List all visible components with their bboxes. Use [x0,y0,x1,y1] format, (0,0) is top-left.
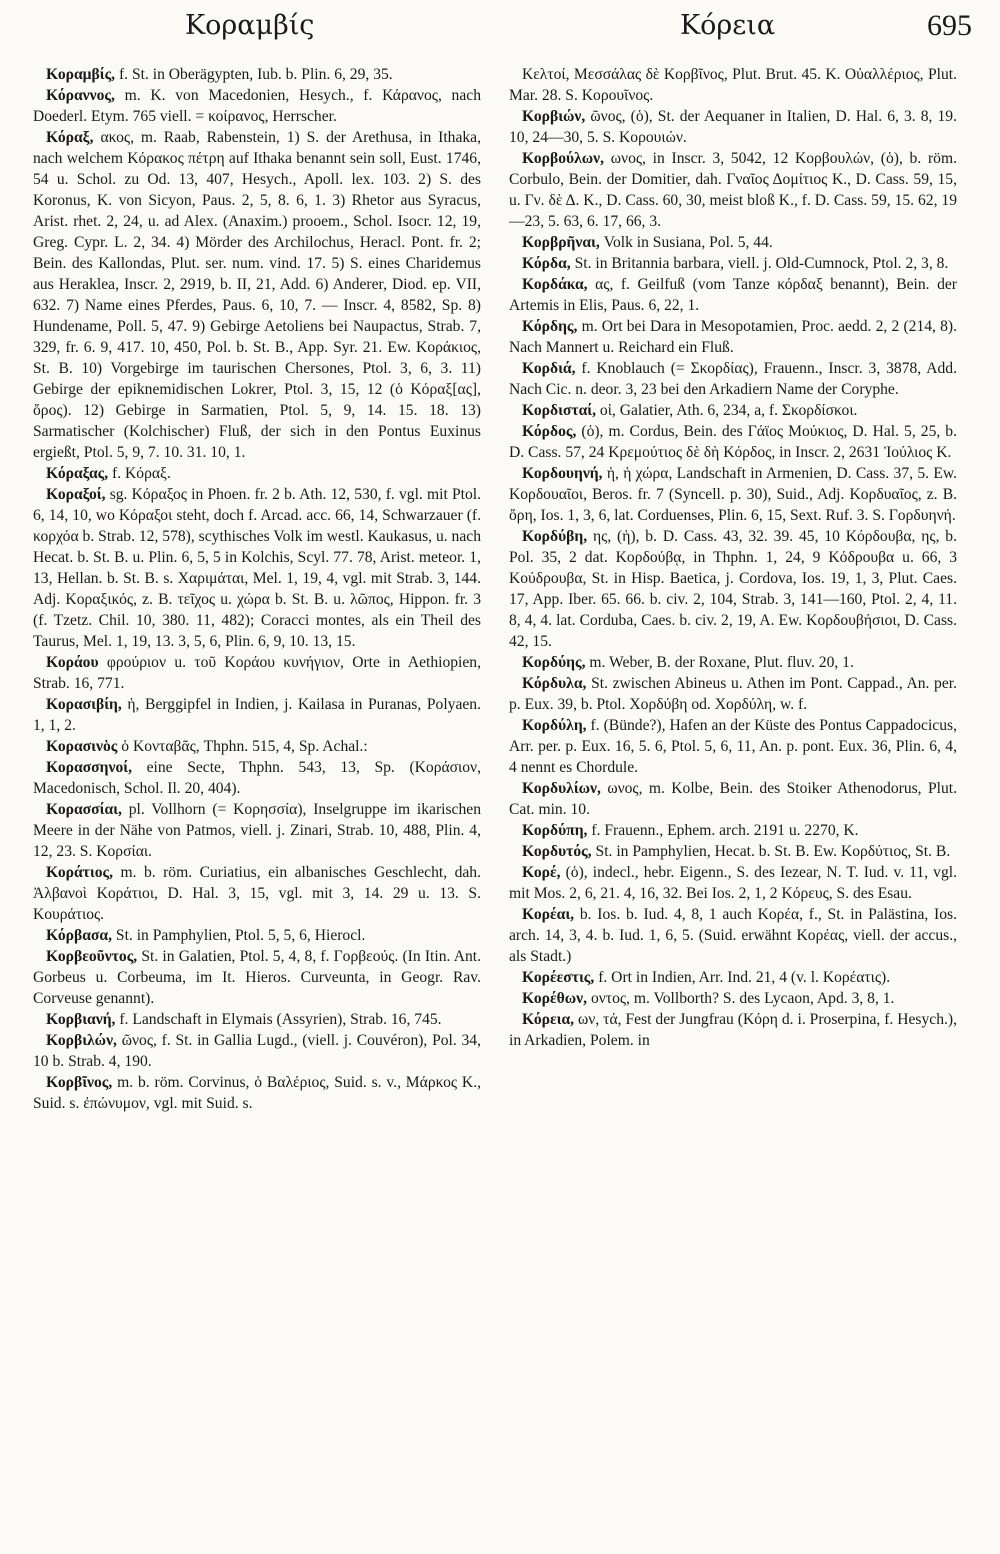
entry-headword: Κόρδος, [522,423,577,440]
entry-text: Κελτοί, Μεσσάλας δὲ Κορβῖνος, Plut. Brut. 45. K. Οὐαλλέριος, Plut. Mar. 28. S. Κορουῖνος. [509,66,957,104]
entry-text: eine Secte, Thphn. 543, 13, Sp. (Κοράσιον, Macedonisch, Schol. Il. 20, 404). [33,759,481,797]
entry-text: Volk in Susiana, Pol. 5, 44. [603,234,773,251]
entry-text: ἡ, ἡ χώρα, Landschaft in Armenien, D. Cass. 37, 5. Ew. Κορδουαῖοι, Beros. fr. 7 (Syncell. p. 30), Suid., Adj. Κορδυαῖος, z. B. ὄρη, Ios. 1, 3, 6, lat. Corduenses, Plin. 6, 15, Sext. Ruf. 3. S. Γορδυηνή. [509,465,957,524]
dictionary-entry [509,778,957,820]
entry-headword: Κορβεοῦντος, [46,948,138,965]
entry-text: ωνος, m. Kolbe, Bein. des Stoiker Athenodorus, Plut. Cat. min. 10. [509,780,957,818]
entry-text: (ὁ), indecl., hebr. Eigenn., S. des Iezear, N. T. Iud. v. 11, vgl. mit Mos. 2, 6, 21. 4, 16, 32. Bei Ios. 2, 1, 2 Κόρευς, S. des Esau. [509,864,957,902]
entry-headword: Κορέ, [522,864,561,881]
entry-text: m. K. von Macedonien, Hesych., f. Κάρανος, nach Doederl. Etym. 765 viell. = κοίρανος, Herrscher. [33,87,481,125]
entry-text: sg. Κόραξος in Phoen. fr. 2 b. Ath. 12, 530, f. vgl. mit Ptol. 6, 14, 10, wo Κόραξοι steht, doch f. Arcad. acc. 66, 14, Schwarzauer (f. κορχόα b. Strab. 12, 578), scythisches Volk im westl. Kaukasus, u. nach Hecat. b. St. B. u. Plin. 6, 5, 5 in Kolchis, Scyl. 77. 78, Arist. meteor. 1, 13, Hellan. b. St. B. s. Χαριμάται, Mel. 1, 19, 4, vgl. mit Strab. 3, 144. Adj. Κοραξικός, z. B. τεῖχος u. χώρα b. St. B. u. λῶπος, Hippon. fr. 3 (f. Tzetz. Chil. 10, 380. 11, 482); Coracci montes, als ein Theil des Taurus, Mel. 1, 19, 13. 3, 5, 6, Plin. 6, 9, 10. 13, 15. [33,486,481,650]
entry-headword: Κορέαι, [522,906,575,923]
dictionary-entry [33,799,481,862]
entry-text: m. b. röm. Corvinus, ὁ Βαλέριος, Suid. s. v., Μάρκος K., Suid. s. ἐπώνυμον, vgl. mit Suid. s. [33,1074,481,1112]
page-number: 695 [927,9,972,42]
entry-headword: Κορβούλων, [522,150,605,167]
entry-headword: Κορδύλη, [522,717,587,734]
entry-text: f. Knoblauch (= Σκορδίας), Frauenn., Inscr. 3, 3878, Add. Nach Cic. n. deor. 3, 23 bei den Arkadiern Name der Coryphe. [509,360,957,398]
entry-text: m. Ort bei Dara in Mesopotamien, Proc. aedd. 2, 2 (214, 8). Nach Mannert u. Reichard ein Fluß. [509,318,957,356]
entry-headword: Κορασσηνοί, [46,759,132,776]
entry-headword: Κορδυλίων, [522,780,601,797]
entry-headword: Κορδυτός, [522,843,592,860]
dictionary-entry [509,106,957,148]
dictionary-entry [33,652,481,694]
entry-headword: Κορβιλών, [46,1032,117,1049]
entry-text: f. Ort in Indien, Arr. Ind. 21, 4 (v. l. Κορέατις). [598,969,891,986]
left-column [33,64,481,1114]
dictionary-entry [509,841,957,862]
dictionary-entry [33,946,481,1009]
entry-headword: Κόραννος, [46,87,115,104]
dictionary-entry [509,862,957,904]
dictionary-entry [33,1072,481,1114]
entry-text: ἡ, Berggipfel in Indien, j. Kailasa in Puranas, Polyaen. 1, 1, 2. [33,696,481,734]
dictionary-entry [509,358,957,400]
dictionary-entry [509,967,957,988]
entry-text: f. Κόραξ. [112,465,171,482]
entry-text: pl. Vollhorn (= Κορησσία), Inselgruppe im ikarischen Meere in der Nähe von Patmos, viell. j. Zinari, Strab. 10, 488, Plin. 4, 12, 23. S. Κορσίαι. [33,801,481,860]
entry-text: f. Landschaft in Elymais (Assyrien), Strab. 16, 745. [119,1011,442,1028]
entry-text: b. Ios. b. Iud. 4, 8, 1 auch Κορέα, f., St. in Palästina, Ios. arch. 14, 3, 4. b. Iud. 1, 6, 5. (Suid. erwähnt Κορέας, viell. der accus., als Stadt.) [509,906,957,965]
right-column [509,64,957,1051]
entry-headword: Κορδάκα, [522,276,588,293]
entry-text: ακος, m. Raab, Rabenstein, 1) S. der Arethusa, in Ithaka, nach welchem Κόρακος πέτρη auf Ithaka benannt sein soll, Eust. 1746, 54 u. Schol. zu Od. 13, 407, Hesych., Apoll. lex. 103. 2) S. des Koronus, K. von Sicyon, Paus. 2, 5, 8. 6, 1. 3) Rhetor aus Syracus, Arist. rhet. 2, 24, u. ad Alex. (Anaxim.) prooem., Schol. Isocr. 12, 19, Greg. Cypr. L. 2, 34. 4) Mörder des Archilochus, Heracl. Pont. fr. 2; Bein. des Kallondas, Plut. ser. num. vind. 17. 5) S. eines Charidemus aus Heraklea, Inscr. 2, 2919, b. II, 21, Add. 6) Anderer, Diod. ep. VII, 632. 7) Name eines Pferdes, Paus. 6, 10, 7. — Inscr. 4, 8582, Sp. 8) Hundename, Poll. 5, 47. 9) Gebirge Aetoliens bei Naupactus, Strab. 7, 329, fr. 6. 9, 417. 10, 450, Pol. b. St. B., App. Syr. 21. Ew. Κοράκιος, St. B. 10) Vorgebirge im taurischen Chersones, Ptol. 3, 6, 3. 11) Gebirge der epiknemidischen Lokrer, Ptol. 3, 15, 12 (ὁ Κόραξ[ας], ὄρος). 12) Gebirge in Sarmatien, Ptol. 5, 9, 14. 15. 18. 13) Sarmatischer (Kolchischer) Fluß, der sich in den Pontus Euxinus ergießt, Ptol. 5, 9, 7. 10. 31. 10, 1. [33,129,481,461]
dictionary-entry [509,988,957,1009]
entry-headword: Κοράτιος, [46,864,113,881]
dictionary-entry [509,463,957,526]
entry-text: ῶνος, f. St. in Gallia Lugd., (viell. j. Couvéron), Pol. 34, 10 b. Strab. 4, 190. [33,1032,481,1070]
entry-text: (ὁ), m. Cordus, Bein. des Γάϊος Μούκιος, D. Hal. 5, 25, b. D. Cass. 57, 24 Κρεμούτιος δὲ δὴ Κόρδος, in Inscr. 2, 2631 Ἰούλιος K. [509,423,957,461]
entry-headword: Κόρεια, [522,1011,575,1028]
page-header [30,8,972,48]
entry-headword: Κορβῖνος, [46,1074,113,1091]
entry-headword: Κορβρῆναι, [522,234,600,251]
dictionary-entry [509,400,957,421]
entry-headword: Κόραξας, [46,465,109,482]
dictionary-entry [33,64,481,85]
dictionary-entry [33,862,481,925]
entry-text: m. Weber, B. der Roxane, Plut. fluv. 20, 1. [589,654,854,671]
dictionary-entry [33,127,481,463]
entry-text: ης, (ἡ), b. D. Cass. 43, 32. 39. 45, 10 Κόρδουβα, ης, b. Pol. 35, 2 dat. Κορδούβᾳ, in Thphn. 1, 24, 9 Κόδρουβα u. 66, 3 Κούδρουβα, St. in Hisp. Baetica, j. Cordova, Ios. 19, 1, 3, Plut. Caes. 17, App. Iber. 65. 66. b. civ. 2, 104, Strab. 3, 141—160, Ptol. 2, 4, 11. 8, 4, 4. lat. Corduba, Caes. b. civ. 2, 19, A. Ew. Κορδουβήσιοι, D. Cass. 42, 15. [509,528,958,650]
dictionary-entry [33,736,481,757]
dictionary-entry [509,253,957,274]
dictionary-entry [509,673,957,715]
entry-headword: Κορέθων, [522,990,588,1007]
entry-headword: Κορβιών, [522,108,586,125]
entry-headword: Κορασιβίη, [46,696,122,713]
dictionary-entry [509,421,957,463]
entry-headword: Κορδουηνή, [522,465,603,482]
entry-headword: Κορδύης, [522,654,586,671]
entry-headword: Κορδύβη, [522,528,588,545]
entry-text: φρούριον u. τοῦ Κοράου κυνήγιον, Orte in Aethiopien, Strab. 16, 771. [33,654,481,692]
dictionary-entry [33,85,481,127]
entry-text: St. in Britannia barbara, viell. j. Old-Cumnock, Ptol. 2, 3, 8. [574,255,949,272]
entry-headword: Κορβιανή, [46,1011,116,1028]
dictionary-entry [509,526,957,652]
entry-headword: Κοραμβίς, [46,66,116,83]
dictionary-entry [33,463,481,484]
entry-text: St. in Galatien, Ptol. 5, 4, 8, f. Γορβεούς. (In Itin. Ant. Gorbeus u. Corbeuma, im It. Hieros. Curveunta, in Geogr. Rav. Corveuse genannt). [33,948,481,1007]
entry-text: ὁ Κονταβᾶς, Thphn. 515, 4, Sp. Achal.: [121,738,368,755]
dictionary-entry [509,1009,957,1051]
dictionary-entry [33,925,481,946]
entry-text: St. in Pamphylien, Ptol. 5, 5, 6, Hierocl. [115,927,366,944]
dictionary-entry [509,274,957,316]
dictionary-entry [509,652,957,673]
entry-text: m. b. röm. Curiatius, ein albanisches Geschlecht, dah. Ἀλβανοὶ Κοράτιοι, D. Hal. 3, 15, vgl. mit 3, 14. 29 u. 13. S. Κουράτιος. [33,864,481,923]
entry-headword: Κορασινὸς [46,738,118,755]
dictionary-entry [33,694,481,736]
entry-headword: Κόρδα, [522,255,571,272]
dictionary-entry [33,1009,481,1030]
entry-text: οντος, m. Vollborth? S. des Lycaon, Apd. 3, 8, 1. [590,990,895,1007]
entry-headword: Κόραξ, [46,129,94,146]
entry-headword: Κορασσίαι, [46,801,122,818]
entry-headword: Κοράου [46,654,99,671]
entry-text: St. zwischen Abineus u. Athen im Pont. Cappad., An. per. p. Eux. 39, b. Ptol. Χορδύβη od. Χορδύλη, w. f. [509,675,958,713]
entry-text: ωνος, in Inscr. 3, 5042, 12 Κορβουλών, (ὁ), b. röm. Corbulo, Bein. der Domitier, dah. Γναῖος Δομίτιος K., D. Cass. 59, 15, u. Γν. δὲ Δ. K., D. Cass. 60, 30, meist bloß K., f. D. Cass. 59, 15. 62, 19—23, 5. 63, 6. 17, 66, 3. [509,150,957,230]
entry-headword: Κορδύπη, [522,822,588,839]
dictionary-entry [509,316,957,358]
dictionary-entry [33,1030,481,1072]
entry-text: ας, f. Geilfuß (vom Tanze κόρδαξ benannt), Bein. der Artemis in Elis, Paus. 6, 22, 1. [509,276,957,314]
dictionary-entry [509,232,957,253]
entry-text: f. St. in Oberägypten, Iub. b. Plin. 6, 29, 35. [118,66,393,83]
dictionary-entry [509,148,957,232]
dictionary-entry [33,757,481,799]
entry-headword: Κόρδης, [522,318,578,335]
entry-headword: Κορδισταί, [522,402,597,419]
entry-text: ων, τά, Fest der Jungfrau (Κόρη d. i. Proserpina, f. Hesych.), in Arkadien, Polem. in [509,1011,957,1049]
entry-headword: Κόρδυλα, [522,675,587,692]
left-running-headword: Κοραμβίς [185,10,315,41]
entry-text: ῶνος, (ὁ), St. der Aequaner in Italien, D. Hal. 6, 3. 8, 19. 10, 24—30, 5. S. Κορουιών. [509,108,957,146]
dictionary-entry [509,904,957,967]
dictionary-entry [509,715,957,778]
entry-text: f. (Bünde?), Hafen an der Küste des Pontus Cappadocicus, Arr. per. p. Eux. 16, 5. 6, Ptol. 5, 6, 11, An. p. pont. Eux. 36, Plin. 6, 4, 4 nennt es Chordule. [509,717,957,776]
entry-headword: Κόρβασα, [46,927,112,944]
entry-text: οἱ, Galatier, Ath. 6, 234, a, f. Σκορδίσκοι. [599,402,858,419]
dictionary-entry [33,484,481,652]
right-running-headword: Κόρεια [680,10,776,41]
entry-text: St. in Pamphylien, Hecat. b. St. B. Ew. Κορδύτιος, St. B. [595,843,951,860]
entry-headword: Κοραξοί, [46,486,106,503]
entry-headword: Κορδιά, [522,360,576,377]
entry-headword: Κορέεστις, [522,969,595,986]
dictionary-entry [509,820,957,841]
entry-text: f. Frauenn., Ephem. arch. 2191 u. 2270, K. [591,822,859,839]
dictionary-entry [509,64,957,106]
